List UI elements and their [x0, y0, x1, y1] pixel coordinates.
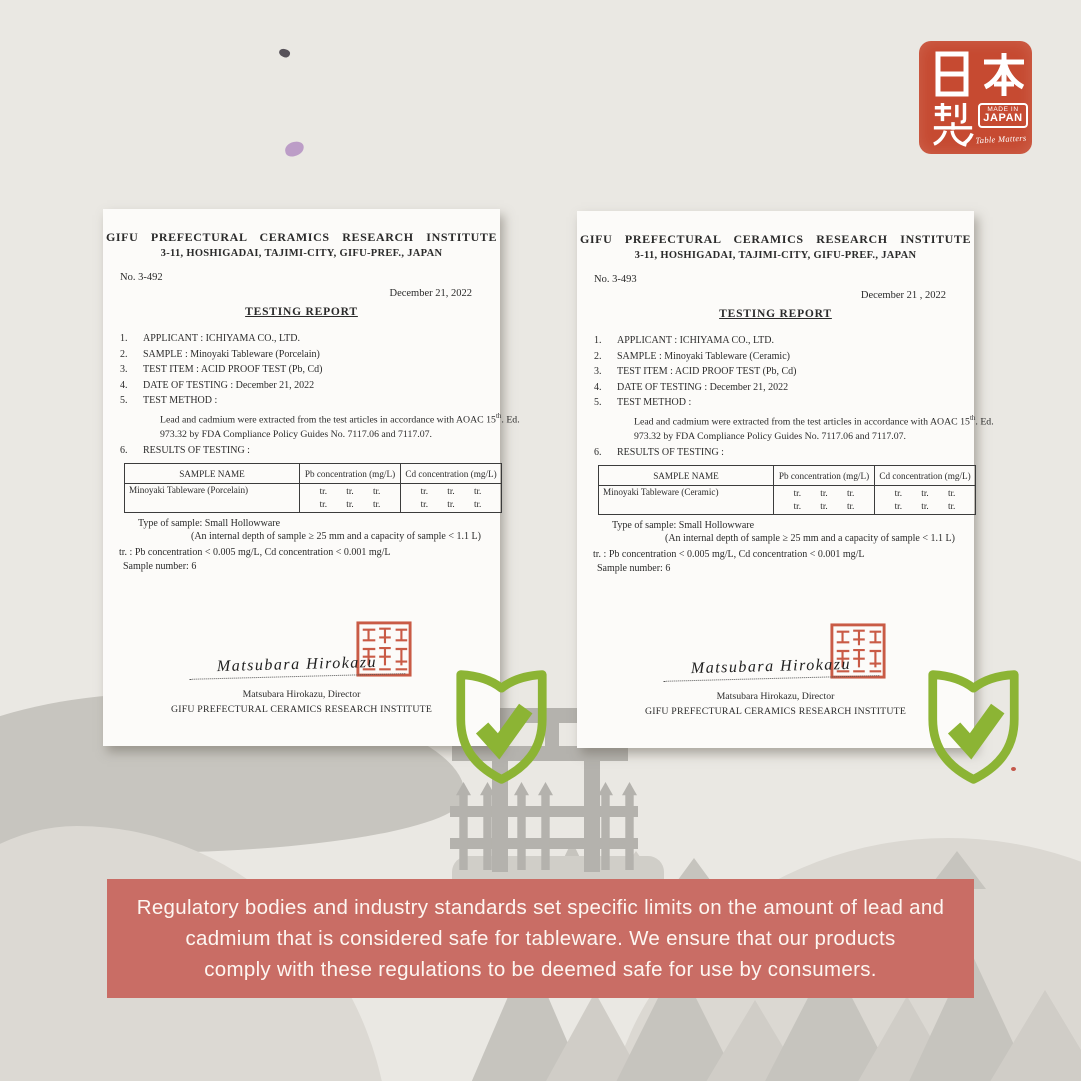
list-item: 3. TEST ITEM : ACID PROOF TEST (Pb, Cd) — [120, 364, 323, 375]
director-name-line: Matsubara Hirokazu, Director — [242, 689, 361, 700]
internal-depth-note: (An internal depth of sample ≥ 25 mm and a capacity of sample < 1.1 L) — [191, 531, 481, 543]
ink-speck — [278, 47, 291, 59]
document-institute-header: GIFU PREFECTURAL CERAMICS RESEARCH INSTITUTE — [105, 230, 498, 244]
institute-footer-line: GIFU PREFECTURAL CERAMICS RESEARCH INSTITUTE — [645, 706, 906, 717]
kanji-sei-icon — [931, 101, 975, 147]
testing-report-document-porcelain — [103, 209, 520, 746]
shield-check-icon — [925, 664, 1022, 788]
column-header: Cd concentration (mg/L) — [875, 466, 976, 486]
test-method-line-1: Lead and cadmium were extracted from the test articles in accordance with AOAC 15th. Ed. — [160, 411, 520, 425]
made-in-japan-badge — [978, 103, 1028, 128]
results-table-header-row — [599, 466, 976, 486]
report-item-list — [120, 331, 520, 458]
kanji-hon-icon — [981, 50, 1027, 98]
test-method-line-2: 973.32 by FDA Compliance Policy Guides No. 7117.06 and 7117.07. — [634, 431, 906, 443]
internal-depth-note: (An internal depth of sample ≥ 25 mm and a capacity of sample < 1.1 L) — [665, 533, 955, 545]
list-item: 5. TEST METHOD : — [594, 397, 692, 408]
report-item-list — [594, 333, 994, 460]
trace-definition-note: tr. : Pb concentration < 0.005 mg/L, Cd concentration < 0.001 mg/L — [119, 547, 391, 559]
banner-line: comply with these regulations to be deemed safe for use by consumers. — [204, 958, 877, 981]
institute-footer-line: GIFU PREFECTURAL CERAMICS RESEARCH INSTITUTE — [171, 704, 432, 715]
sample-name-cell: Minoyaki Tableware (Porcelain) — [125, 484, 300, 513]
column-header: Pb concentration (mg/L) — [774, 466, 875, 486]
report-number: No. 3-493 — [594, 274, 637, 285]
japan-label: JAPAN — [983, 112, 1023, 124]
document-address: 3-11, HOSHIGADAI, TAJIMI-CITY, GIFU-PREF., JAPAN — [634, 250, 917, 261]
test-method-line-2: 973.32 by FDA Compliance Policy Guides No. 7117.06 and 7117.07. — [160, 429, 432, 441]
banner-line: cadmium that is considered safe for tableware. We ensure that our products — [185, 927, 896, 950]
sample-name-cell: Minoyaki Tableware (Ceramic) — [599, 486, 774, 515]
results-table — [598, 465, 976, 515]
purple-speck — [284, 140, 305, 158]
pb-values-cell: tr. tr. tr. tr. tr. tr. — [774, 486, 875, 515]
list-item: 2. SAMPLE : Minoyaki Tableware (Ceramic) — [594, 350, 790, 362]
results-table-header-row — [125, 464, 502, 484]
column-header: Cd concentration (mg/L) — [401, 464, 502, 484]
director-name-line: Matsubara Hirokazu, Director — [716, 691, 835, 702]
list-item: 4. DATE OF TESTING : December 21, 2022 — [120, 379, 315, 391]
list-item: 6. RESULTS OF TESTING : — [594, 446, 724, 458]
column-header: Pb concentration (mg/L) — [300, 464, 401, 484]
signature-area — [103, 613, 500, 746]
list-item: 6. RESULTS OF TESTING : — [120, 444, 250, 456]
list-item: 4. DATE OF TESTING : December 21, 2022 — [594, 381, 789, 393]
compliance-banner — [107, 879, 974, 998]
pb-values-cell: tr. tr. tr. tr. tr. tr. — [300, 484, 401, 513]
report-number: No. 3-492 — [120, 272, 163, 283]
kanji-nichi-icon — [932, 51, 972, 97]
document-institute-header: GIFU PREFECTURAL CERAMICS RESEARCH INSTITUTE — [579, 232, 972, 246]
testing-report-document-ceramic — [577, 211, 994, 748]
report-date: December 21 , 2022 — [860, 290, 946, 301]
report-date: December 21, 2022 — [389, 288, 472, 299]
document-address: 3-11, HOSHIGADAI, TAJIMI-CITY, GIFU-PREF., JAPAN — [160, 248, 443, 259]
sample-number-note: Sample number: 6 — [597, 563, 671, 575]
cd-values-cell: tr. tr. tr. tr. tr. tr. — [401, 484, 502, 513]
list-item: 1. APPLICANT : ICHIYAMA CO., LTD. — [120, 333, 300, 344]
sample-number-note: Sample number: 6 — [123, 561, 197, 573]
results-table — [124, 463, 502, 513]
banner-line: Regulatory bodies and industry standards set specific limits on the amount of lead and — [136, 896, 945, 919]
logo-tagline: Table Matters — [975, 132, 1027, 146]
trace-definition-note: tr. : Pb concentration < 0.005 mg/L, Cd concentration < 0.001 mg/L — [593, 549, 865, 561]
report-title: TESTING REPORT — [719, 308, 832, 320]
list-item: 1. APPLICANT : ICHIYAMA CO., LTD. — [594, 335, 774, 346]
list-item: 5. TEST METHOD : — [120, 395, 218, 406]
list-item: 3. TEST ITEM : ACID PROOF TEST (Pb, Cd) — [594, 366, 797, 377]
made-in-japan-logo — [919, 41, 1032, 154]
shield-check-icon — [453, 664, 550, 788]
director-signature: Matsubara Hirokazu — [189, 653, 405, 680]
type-of-sample-note: Type of sample: Small Hollowware — [138, 518, 281, 530]
cd-values-cell: tr. tr. tr. tr. tr. tr. — [875, 486, 976, 515]
signature-area — [577, 615, 974, 748]
column-header: SAMPLE NAME — [599, 466, 774, 486]
results-table-data-row — [125, 484, 502, 513]
list-item: 2. SAMPLE : Minoyaki Tableware (Porcelain) — [120, 348, 320, 360]
director-signature: Matsubara Hirokazu — [663, 655, 879, 682]
results-table-data-row — [599, 486, 976, 515]
made-in-label: MADE IN — [987, 106, 1019, 113]
type-of-sample-note: Type of sample: Small Hollowware — [612, 520, 755, 532]
column-header: SAMPLE NAME — [125, 464, 300, 484]
report-title: TESTING REPORT — [245, 306, 358, 318]
test-method-line-1: Lead and cadmium were extracted from the test articles in accordance with AOAC 15th. Ed. — [634, 413, 994, 427]
